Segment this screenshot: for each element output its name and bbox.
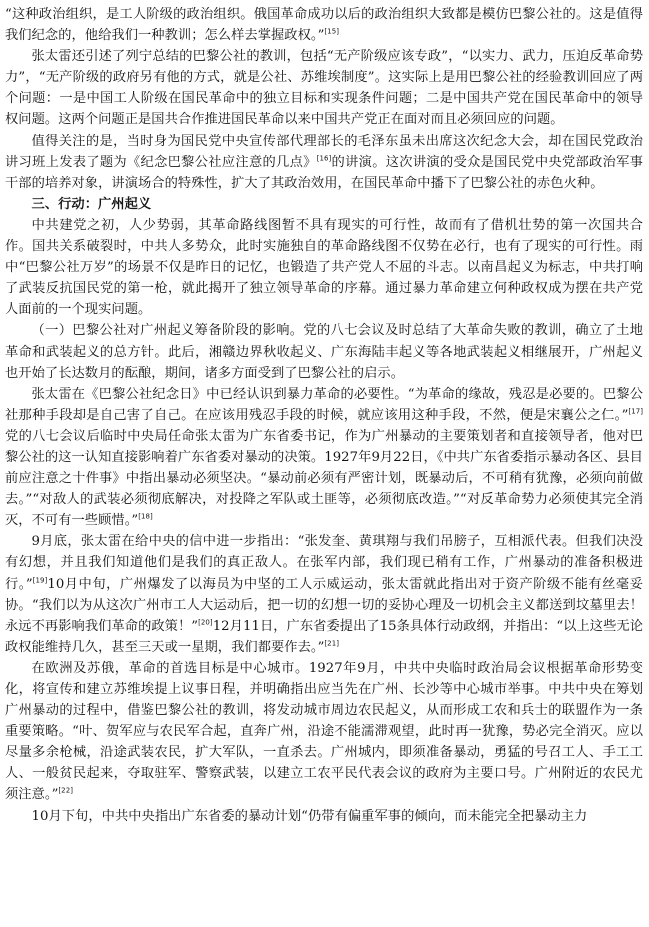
footnote-marker: [18] bbox=[138, 512, 153, 521]
footnote-marker: [19] bbox=[32, 576, 48, 585]
text-segment: （一）巴黎公社对广州起义筹备阶段的影响。党的八七会议及时总结了大革命失败的教训，确立了土地革命和武装起义的总方针。此后，湘赣边界秋收起义、广东海陆丰起义等各地武装起义相继展开，广州起义也开始了长达数月的酝酿，期间，诸多方面受到了巴黎公社的启示。 bbox=[5, 323, 643, 381]
text-segment: 中共建党之初，人少势弱，其革命路线图暂不具有现实的可行性，故而有了借机壮势的第一次国共合作。国共关系破裂时，中共人多势众，此时实施独自的革命路线图不仅势在必行，也有了现实的可行性。雨中“巴黎公社万岁”的场景不仅是昨日的记忆，也锻造了共产党人不屈的斗志。以南昌起义为标志，中共打响了武装反抗国民党的第一枪，就此揭开了独立领导革命的序幕。通过暴力革命建立何种政权成为摆在共产党人面前的一个现实问题。 bbox=[5, 217, 643, 318]
text-segment: 张太雷在《巴黎公社纪念日》中已经认识到暴力革命的必要性。“为革命的缘故，残忍是必要的。巴黎公社那种手段却是自己害了自己。在应该用残忍手段的时候，就应该用这种手段，不然，便是宋襄公之仁。” bbox=[5, 386, 643, 423]
body-paragraph bbox=[5, 531, 643, 658]
footnote-marker: [15] bbox=[324, 27, 339, 36]
footnote-marker: [20] bbox=[198, 618, 213, 627]
body-paragraph bbox=[5, 384, 643, 532]
body-paragraph bbox=[5, 658, 643, 806]
text-segment: “这种政治组织，是工人阶级的政治组织。俄国革命成功以后的政治组织大致都是模仿巴黎公社的。这是值得我们纪念的，他给我们一种教训；怎么样去掌握政权。” bbox=[5, 7, 643, 44]
text-segment: 的讲演。这次讲演的受众是国民党中央党部政治军事干部的培养对象，讲演场合的特殊性，扩大了其政治效用，在国民革命中播下了巴黎公社的赤色火种。 bbox=[5, 154, 644, 191]
text-segment: 在欧洲及苏俄，革命的首选目标是中心城市。1927年9月，中共中央临时政治局会议根据革命形势变化，将宣传和建立苏维埃提上议事日程，并明确指出应当先在广州、长沙等中心城市举事。中共中央在筹划广州暴动的过程中，借鉴巴黎公社的教训，将发动城市周边农民起义，从而形成工农和兵士的联盟作为一条重要策略。“叶、贺军应与农民军合起，直奔广州，沿途不能濡滞观望，此时再一犹豫，势必完全消灭。应以尽量多余枪械，沿途武装农民，扩大军队，一直杀去。广州城内，即须准备暴动，勇猛的号召工人、手工工人、一般贫民起来，夺取驻军、警察武装，以建立工农平民代表会议的政府为主要口号。广州附近的农民尤须注意。” bbox=[5, 660, 643, 803]
body-paragraph bbox=[5, 131, 643, 194]
footnote-marker: [17] bbox=[628, 407, 643, 416]
footnote-marker: [21] bbox=[324, 639, 339, 648]
body-paragraph bbox=[5, 4, 643, 46]
text-segment: 10月下旬，中共中央指出广东省委的暴动计划“仍带有偏重军事的倾向，而未能完全把暴动主力 bbox=[31, 808, 588, 824]
text-segment: 张太雷还引述了列宁总结的巴黎公社的教训，包括“无产阶级应该专政”，“以实力、武力，压迫反革命势力”，“无产阶级的政府另有他的方式，就是公社、苏维埃制度”。这实际上是用巴黎公社的经验教训回应了两个问题：一是中国工人阶级在国民革命中的独立目标和实现条件问题；二是中国共产党在国民革命中的领导权问题。这两个问题正是国共合作推进国民革命以来中国共产党正在面对而且必须回应的问题。 bbox=[5, 49, 643, 128]
section-heading: 三、行动：广州起义 bbox=[31, 196, 152, 212]
body-paragraph bbox=[5, 215, 643, 320]
text-segment: 值得关注的是，当时身为国民党中央宣传部代理部长的毛泽东虽未出席这次纪念大会，却在国民党政治讲习班上发表了题为《纪念巴黎公社应注意的几点》 bbox=[5, 133, 643, 170]
text-segment: 党的八七会议后临时中央局任命张太雷为广东省委书记，作为广州暴动的主要策划者和直接领导者，他对巴黎公社的这一认知直接影响着广东省委对暴动的决策。1927年9月22日，《中共广东省委指示暴动各区、县目前应注意之十件事》中指出暴动必须坚决。“暴动前必须有严密计划，既暴动后，不可稍有犹豫，必须向前做去。”“对敌人的武装必须彻底解决，对投降之军队或土匪等，必须彻底改造。”“对反革命势力必须使其完全消灭，不可有一些顾惜。” bbox=[5, 428, 643, 529]
document-page bbox=[5, 4, 643, 827]
text-segment: 12月11日，广东省委提出了15条具体行动政纲，并指出：“以上这些无论政权能维持几久，甚至三天或一星期，我们都要作去。” bbox=[5, 618, 644, 655]
footnote-marker: [16] bbox=[316, 154, 332, 163]
body-paragraph bbox=[5, 320, 643, 383]
footnote-marker: [22] bbox=[58, 787, 73, 796]
body-paragraph bbox=[5, 46, 643, 130]
body-paragraph bbox=[5, 806, 643, 827]
text-segment: 9月底，张太雷在给中央的信中进一步指出：“张发奎、黄琪翔与我们吊膀子，互相派代表。但我们决没有幻想，并且我们知道他们是我们的真正敌人。在张军内部，我们现已稍有工作，广州暴动的准备积极进行。” bbox=[5, 534, 643, 592]
text-segment: 10月中旬，广州爆发了以海员为中坚的工人示威运动，张太雷就此指出对于资产阶级不能有丝毫妥协。“我们以为从这次广州市工人大运动后，把一切的幻想一切的妥协心理及一切机会主义都送到坟墓里去！永远不再影响我们革命的政策！” bbox=[5, 576, 643, 634]
